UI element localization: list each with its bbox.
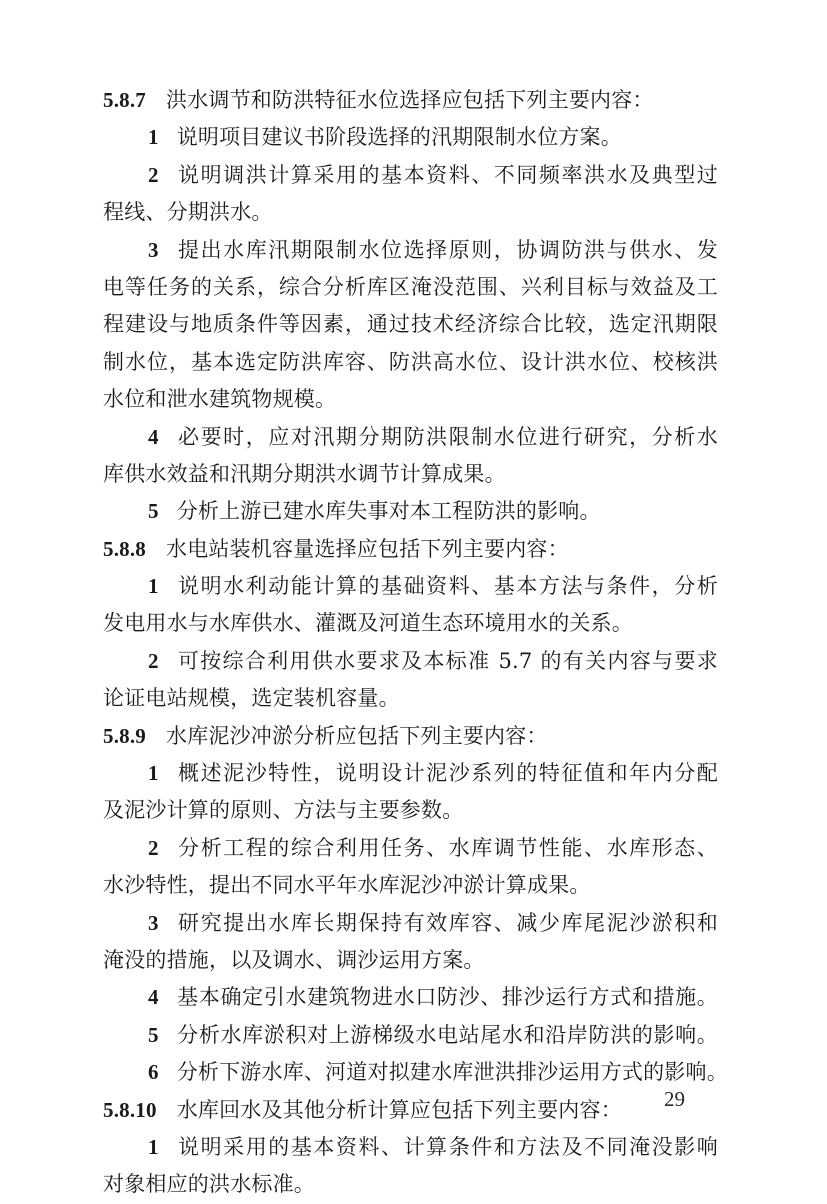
list-item [103,1054,728,1091]
item-continuation: 程线、分期洪水。 [103,200,273,225]
section-title: 水电站装机容量选择应包括下列主要内容： [166,536,569,561]
item-text: 分析下游水库、河道对拟建水库泄洪排沙运用方式的影响。 [176,1060,728,1085]
list-item [103,419,718,456]
section-number: 5.8.7 [103,88,146,112]
item-continuation: 电等任务的关系，综合分析库区淹没范围、兴利目标与效益及工 [103,274,718,299]
item-text: 说明项目建议书阶段选择的汛期限制水位方案。 [176,125,622,150]
item-text: 必要时，应对汛期分期防洪限制水位进行研究，分析水 [176,424,718,449]
item-number: 5 [148,499,159,524]
list-item [103,905,718,942]
item-text: 概述泥沙特性，说明设计泥沙系列的特征值和年内分配 [176,761,718,786]
item-number: 3 [148,910,159,935]
item-number: 1 [148,574,159,599]
item-continuation: 论证电站规模，选定装机容量。 [103,686,400,711]
list-item [103,232,718,269]
document-body [103,82,728,1204]
item-continuation: 发电用水与水库供水、灌溉及河道生态环境用水的关系。 [103,611,633,636]
item-number: 5 [148,1022,159,1047]
list-item [103,157,718,194]
item-continuation: 水沙特性，提出不同水平年水库泥沙冲淤计算成果。 [103,873,591,898]
item-text: 说明水利动能计算的基础资料、基本方法与条件，分析 [176,574,718,599]
item-continuation: 淹没的措施，以及调水、调沙运用方案。 [103,947,485,972]
list-item [103,1129,718,1166]
item-text: 基本确定引水建筑物进水口防沙、排沙运行方式和措施。 [176,985,718,1010]
list-item [103,830,718,867]
section-number: 5.8.9 [103,723,146,748]
item-text: 说明采用的基本资料、计算条件和方法及不同淹没影响 [176,1134,718,1159]
item-continuation: 库供水效益和汛期分期洪水调节计算成果。 [103,461,506,486]
item-number: 2 [148,162,159,187]
section-title: 洪水调节和防洪特征水位选择应包括下列主要内容： [166,88,654,112]
item-number: 2 [148,648,159,673]
list-item [103,643,718,680]
item-text: 可按综合利用供水要求及本标准 5.7 的有关内容与要求 [176,648,718,673]
section-heading-5-8-10 [103,1092,718,1129]
item-continuation: 及泥沙计算的原则、方法与主要参数。 [103,798,464,823]
item-text: 研究提出水库长期保持有效库容、减少库尾泥沙淤积和 [176,910,718,935]
list-item [103,493,718,530]
list-item [103,1017,718,1054]
section-title: 水库回水及其他分析计算应包括下列主要内容： [176,1097,622,1122]
item-number: 2 [148,835,159,860]
item-number: 1 [148,1134,159,1159]
list-item [103,568,718,605]
section-number: 5.8.8 [103,536,146,561]
item-continuation: 水位和泄水建筑物规模。 [103,387,337,412]
item-text: 说明调洪计算采用的基本资料、不同频率洪水及典型过 [176,162,718,187]
item-number: 3 [148,237,159,262]
item-number: 6 [148,1060,159,1085]
item-text: 分析水库淤积对上游梯级水电站尾水和沿岸防洪的影响。 [176,1022,718,1047]
item-continuation: 对象相应的洪水标准。 [103,1172,315,1197]
list-item [103,119,718,156]
item-continuation: 制水位，基本选定防洪库容、防洪高水位、设计洪水位、校核洪 [103,349,718,374]
list-item [103,755,718,792]
item-number: 1 [148,125,159,150]
item-number: 1 [148,761,159,786]
item-text: 分析上游已建水库失事对本工程防洪的影响。 [176,499,601,524]
item-number: 4 [148,985,159,1010]
page-number: 29 [664,1087,685,1111]
item-text: 分析工程的综合利用任务、水库调节性能、水库形态、 [176,835,718,860]
section-number: 5.8.10 [103,1097,157,1122]
section-title: 水库泥沙冲淤分析应包括下列主要内容： [166,723,548,748]
section-heading-5-8-8 [103,531,718,568]
item-text: 提出水库汛期限制水位选择原则，协调防洪与供水、发 [176,237,718,262]
item-continuation: 程建设与地质条件等因素，通过技术经济综合比较，选定汛期限 [103,312,718,337]
list-item [103,979,718,1016]
item-number: 4 [148,424,159,449]
section-heading-5-8-7 [103,82,718,119]
section-heading-5-8-9 [103,718,718,755]
